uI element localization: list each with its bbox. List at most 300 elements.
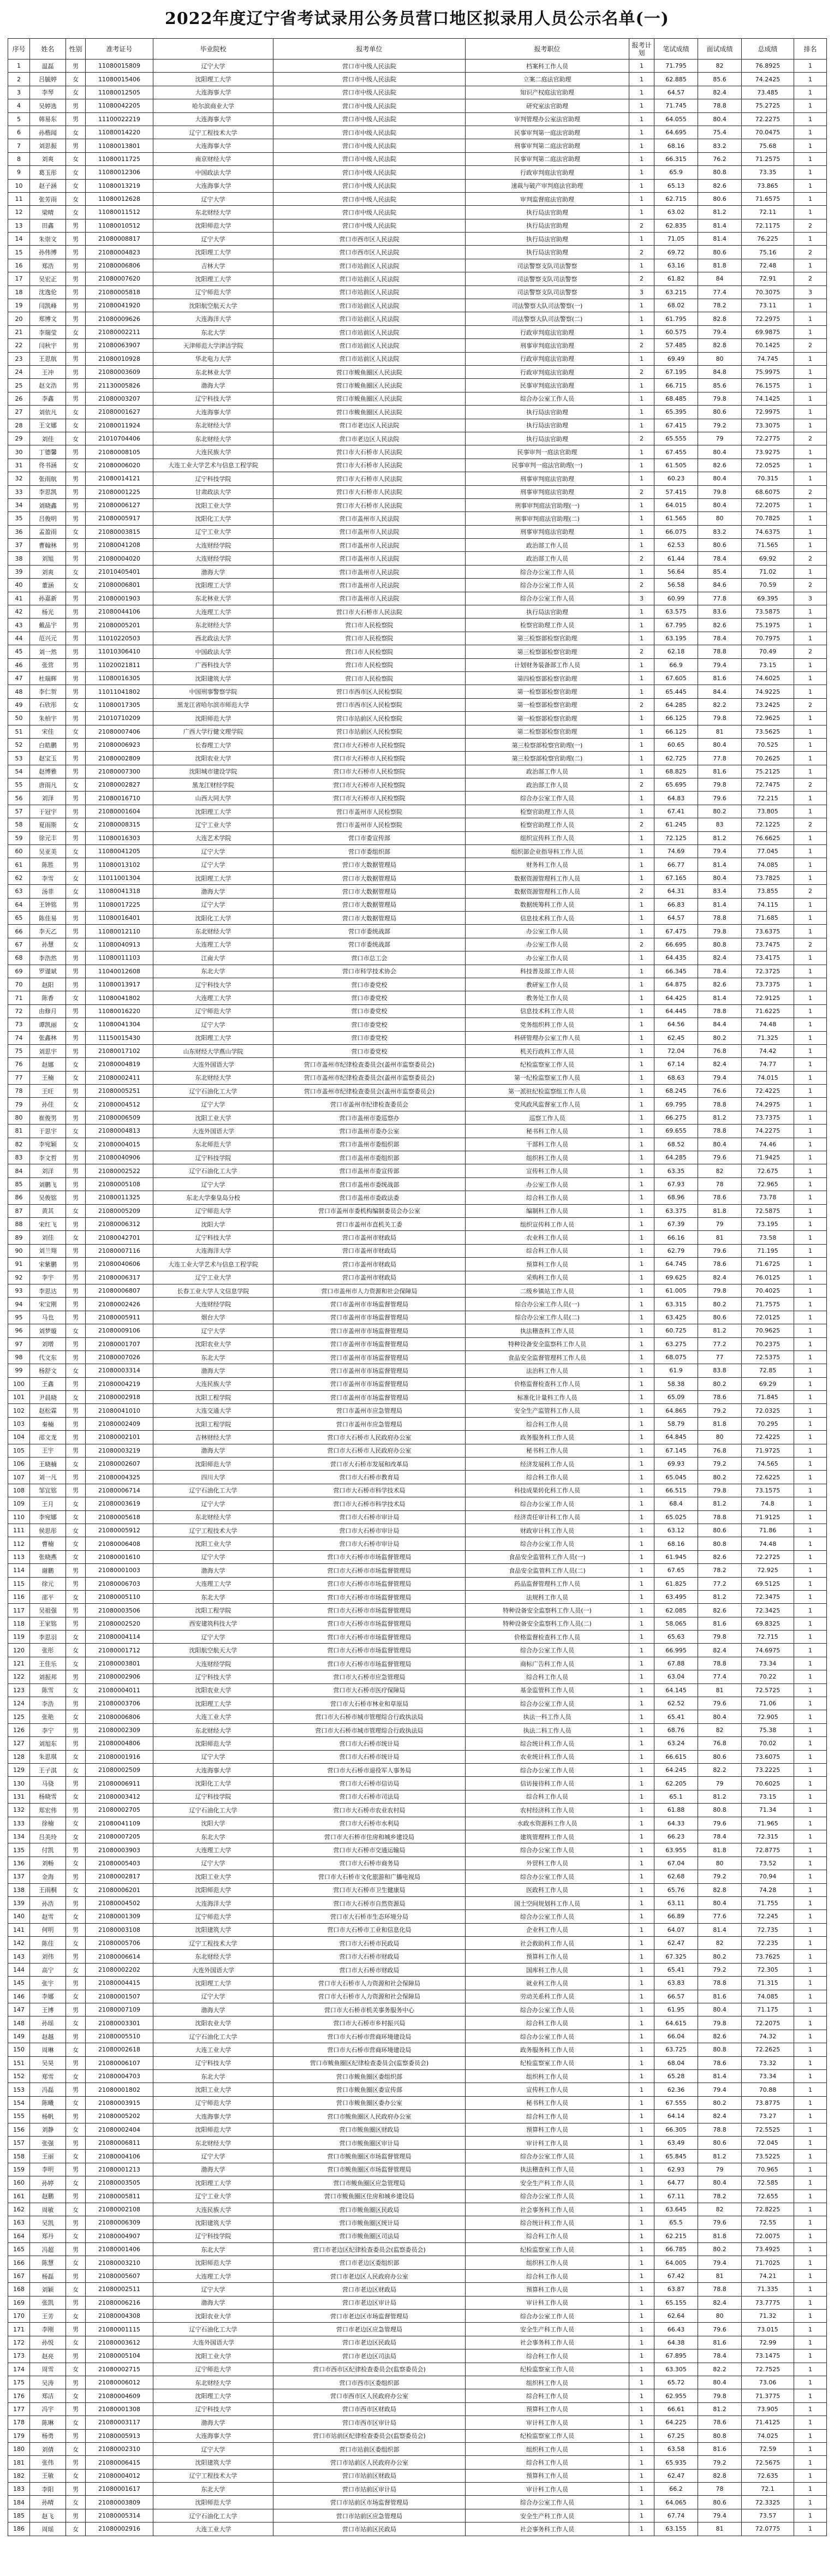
- cell-exam-id: 21080003314: [86, 1364, 153, 1377]
- cell-position: 组织科工作人员: [466, 2069, 629, 2083]
- cell-total-score: 70.295: [742, 1417, 794, 1430]
- cell-gender: 男: [66, 1870, 86, 1883]
- cell-written-score: 66.125: [654, 725, 698, 738]
- cell-employer: 营口市大石桥市人民检察院: [273, 792, 466, 805]
- cell-school: 辽宁大学: [153, 2283, 273, 2296]
- cell-total-score: 72.715: [742, 1631, 794, 1644]
- cell-exam-id: 11080014220: [86, 126, 153, 139]
- cell-written-score: 64.015: [654, 498, 698, 511]
- cell-index: 63: [8, 885, 30, 898]
- cell-written-score: 63.215: [654, 285, 698, 299]
- cell-written-score: 62.725: [654, 752, 698, 765]
- cell-gender: 女: [66, 885, 86, 898]
- cell-rank: 1: [794, 86, 827, 99]
- cell-exam-id: 21080001610: [86, 1550, 153, 1563]
- cell-total-score: 73.8775: [742, 2096, 794, 2109]
- cell-quota: 1: [629, 1697, 654, 1710]
- cell-total-score: 71.195: [742, 1244, 794, 1257]
- cell-exam-id: 21080041208: [86, 539, 153, 552]
- cell-interview-score: 82.6: [698, 1550, 742, 1563]
- cell-employer: 营口市盖州市财政局: [273, 1271, 466, 1284]
- cell-employer: 营口市大石桥市农业农村局: [273, 1804, 466, 1817]
- cell-exam-id: 21130005826: [86, 379, 153, 392]
- cell-exam-id: 21080002715: [86, 2363, 153, 2376]
- cell-total-score: 73.9275: [742, 445, 794, 459]
- cell-exam-id: 21010405401: [86, 565, 153, 578]
- table-row: [8, 272, 827, 285]
- cell-total-score: 74.28: [742, 1883, 794, 1896]
- cell-position: 组织部企业指导科工作人员: [466, 845, 629, 858]
- cell-index: 4: [8, 99, 30, 112]
- table-row: [8, 299, 827, 312]
- cell-rank: 1: [794, 671, 827, 685]
- cell-rank: 1: [794, 1351, 827, 1364]
- cell-written-score: 62.215: [654, 2229, 698, 2242]
- cell-interview-score: 78.8: [698, 645, 742, 658]
- cell-exam-id: 21080005618: [86, 1510, 153, 1524]
- cell-exam-id: 11080012628: [86, 192, 153, 205]
- cell-index: 69: [8, 965, 30, 978]
- cell-school: 大连海事大学: [153, 1764, 273, 1777]
- cell-interview-score: 78.8: [698, 1125, 742, 1138]
- cell-exam-id: 11080011512: [86, 206, 153, 219]
- cell-index: 75: [8, 1044, 30, 1057]
- cell-employer: 营口市大石桥市人民法院: [273, 445, 466, 459]
- cell-employer: 营口市盖州市市场监督管理局: [273, 1298, 466, 1311]
- cell-interview-score: 79.8: [698, 1631, 742, 1644]
- cell-written-score: 65.695: [654, 778, 698, 792]
- cell-name: 陈胜: [30, 858, 66, 871]
- cell-index: 70: [8, 978, 30, 991]
- cell-rank: 1: [794, 445, 827, 459]
- cell-position: 审计科工作人员: [466, 2136, 629, 2149]
- table-row: [8, 459, 827, 472]
- cell-school: 沈阳理工大学: [153, 246, 273, 259]
- cell-gender: 女: [66, 1497, 86, 1510]
- cell-written-score: 67.415: [654, 419, 698, 432]
- cell-employer: 营口市大石桥市林业和草原局: [273, 1697, 466, 1710]
- cell-written-score: 69.625: [654, 1271, 698, 1284]
- cell-quota: 1: [629, 1484, 654, 1497]
- cell-rank: 1: [794, 1804, 827, 1817]
- cell-school: 广西大学行健文理学院: [153, 725, 273, 738]
- cell-position: 综合办公室工作人员: [466, 592, 629, 605]
- cell-exam-id: 21080004609: [86, 2389, 153, 2402]
- cell-exam-id: 21080005108: [86, 1177, 153, 1191]
- cell-written-score: 67.165: [654, 871, 698, 884]
- cell-written-score: 65.76: [654, 1883, 698, 1896]
- cell-index: 88: [8, 1217, 30, 1230]
- cell-rank: 1: [794, 951, 827, 965]
- cell-name: 王家铭: [30, 1617, 66, 1630]
- cell-interview-score: 80.6: [698, 2496, 742, 2509]
- cell-gender: 男: [66, 498, 86, 511]
- cell-written-score: 62.085: [654, 1604, 698, 1617]
- cell-quota: 1: [629, 1444, 654, 1457]
- cell-total-score: 71.6575: [742, 192, 794, 205]
- cell-employer: 营口市老边区审计局: [273, 2296, 466, 2309]
- cell-written-score: 66.695: [654, 938, 698, 951]
- table-row: [8, 2296, 827, 2309]
- cell-position: 预算科工作人员: [466, 2123, 629, 2136]
- cell-school: 大连海事大学: [153, 86, 273, 99]
- cell-written-score: 66.785: [654, 2243, 698, 2256]
- cell-school: 沈阳理工大学: [153, 272, 273, 285]
- cell-written-score: 67.475: [654, 925, 698, 938]
- cell-employer: 营口市大数据管理局: [273, 871, 466, 884]
- cell-written-score: 64.745: [654, 1258, 698, 1271]
- cell-index: 93: [8, 1284, 30, 1297]
- cell-written-score: 68.16: [654, 139, 698, 152]
- cell-quota: 1: [629, 2283, 654, 2296]
- cell-written-score: 65.845: [654, 2150, 698, 2163]
- cell-gender: 女: [66, 406, 86, 419]
- cell-quota: 1: [629, 1111, 654, 1124]
- cell-rank: 1: [794, 2310, 827, 2323]
- cell-position: 经济发展科工作人员: [466, 1457, 629, 1471]
- cell-school: 东北财经大学: [153, 419, 273, 432]
- cell-rank: 1: [794, 2176, 827, 2190]
- cell-rank: 1: [794, 1431, 827, 1444]
- cell-name: 王思航: [30, 352, 66, 365]
- cell-gender: 女: [66, 2123, 86, 2136]
- cell-name: 刘畅: [30, 1857, 66, 1870]
- cell-written-score: 60.23: [654, 472, 698, 485]
- table-row: [8, 1550, 827, 1563]
- cell-position: 安全生产科工作人员: [466, 2323, 629, 2336]
- cell-gender: 男: [66, 1298, 86, 1311]
- table-row: [8, 645, 827, 658]
- cell-exam-id: 21080007300: [86, 765, 153, 778]
- cell-interview-score: 79.2: [698, 1404, 742, 1417]
- cell-employer: 营口市委党校: [273, 1044, 466, 1057]
- cell-written-score: 62.885: [654, 73, 698, 86]
- cell-rank: 2: [794, 552, 827, 565]
- cell-name: 王文娜: [30, 419, 66, 432]
- cell-position: 特种设备安全监察科工作人员(二): [466, 1617, 629, 1630]
- cell-name: 曹楠: [30, 1537, 66, 1550]
- table-row: [8, 912, 827, 925]
- cell-written-score: 65.63: [654, 1631, 698, 1644]
- cell-written-score: 62.715: [654, 192, 698, 205]
- cell-employer: 营口市大石桥市民政局: [273, 1937, 466, 1950]
- cell-rank: 1: [794, 2056, 827, 2069]
- cell-position: 执法稽查科工作人员: [466, 2163, 629, 2176]
- cell-rank: 1: [794, 2243, 827, 2256]
- cell-school: 沈阳师范大学: [153, 1457, 273, 1471]
- cell-index: 126: [8, 1723, 30, 1736]
- cell-gender: 男: [66, 2349, 86, 2363]
- cell-employer: 营口市委统战部: [273, 938, 466, 951]
- cell-rank: 1: [794, 1004, 827, 1018]
- cell-rank: 1: [794, 60, 827, 73]
- cell-school: 沈阳工业大学: [153, 1111, 273, 1124]
- cell-name: 刘洋: [30, 1164, 66, 1177]
- cell-quota: 1: [629, 1537, 654, 1550]
- cell-written-score: 60.65: [654, 738, 698, 751]
- cell-name: 孙瑶: [30, 2016, 66, 2030]
- cell-interview-score: 81.2: [698, 206, 742, 219]
- cell-quota: 1: [629, 2363, 654, 2376]
- cell-position: 第三检察部检察官助理: [466, 645, 629, 658]
- cell-gender: 男: [66, 2323, 86, 2336]
- table-row: [8, 2083, 827, 2096]
- cell-position: 就业科工作人员: [466, 1977, 629, 1990]
- cell-name: 李瑞莹: [30, 325, 66, 338]
- cell-name: 李琴: [30, 86, 66, 99]
- cell-employer: 营口市大石桥市营商环境建设局: [273, 2030, 466, 2043]
- table-row: [8, 485, 827, 498]
- cell-school: 辽宁科技大学: [153, 1670, 273, 1683]
- cell-employer: 营口市站前区民政局: [273, 2523, 466, 2536]
- cell-rank: 1: [794, 2376, 827, 2389]
- cell-quota: 1: [629, 2376, 654, 2389]
- cell-exam-id: 21080006408: [86, 1537, 153, 1550]
- cell-index: 39: [8, 565, 30, 578]
- cell-written-score: 69.93: [654, 1457, 698, 1471]
- cell-quota: 1: [629, 539, 654, 552]
- cell-position: 纪检监察室工作人员: [466, 2243, 629, 2256]
- cell-gender: 男: [66, 712, 86, 725]
- table-row: [8, 472, 827, 485]
- cell-exam-id: 21080003207: [86, 392, 153, 405]
- cell-rank: 1: [794, 419, 827, 432]
- table-row: [8, 166, 827, 179]
- cell-employer: 营口市大石桥市退役军人事务局: [273, 1764, 466, 1777]
- cell-total-score: 73.1575: [742, 1484, 794, 1497]
- cell-quota: 1: [629, 845, 654, 858]
- cell-exam-id: 21080002108: [86, 2203, 153, 2216]
- cell-exam-id: 21080004703: [86, 2069, 153, 2083]
- cell-index: 139: [8, 1896, 30, 1909]
- cell-school: 渤海大学: [153, 885, 273, 898]
- cell-interview-score: 81.6: [698, 1617, 742, 1630]
- cell-employer: 营口市中级人民法院: [273, 206, 466, 219]
- cell-quota: 1: [629, 179, 654, 192]
- cell-exam-id: 21080002101: [86, 1431, 153, 1444]
- cell-position: 社会救助科工作人员: [466, 1937, 629, 1950]
- cell-total-score: 72.2075: [742, 498, 794, 511]
- cell-index: 175: [8, 2376, 30, 2389]
- cell-index: 38: [8, 552, 30, 565]
- cell-interview-score: 79.8: [698, 2016, 742, 2030]
- cell-written-score: 67.93: [654, 1177, 698, 1191]
- cell-interview-score: 76.6: [698, 1085, 742, 1098]
- table-row: [8, 539, 827, 552]
- table-row: [8, 2456, 827, 2469]
- cell-position: 综合办公室工作人员: [466, 2003, 629, 2016]
- table-row: [8, 871, 827, 884]
- cell-gender: 女: [66, 818, 86, 831]
- cell-exam-id: 21080003815: [86, 525, 153, 538]
- cell-rank: 1: [794, 565, 827, 578]
- cell-school: 东北财经大学: [153, 1071, 273, 1084]
- cell-written-score: 65.41: [654, 1710, 698, 1723]
- cell-employer: 营口市老边区市场监督管理局: [273, 2310, 466, 2323]
- cell-employer: 营口市人民检察院: [273, 632, 466, 645]
- cell-quota: 1: [629, 765, 654, 778]
- cell-rank: 1: [794, 1444, 827, 1457]
- cell-exam-id: 21080002906: [86, 1670, 153, 1683]
- cell-total-score: 73.6375: [742, 925, 794, 938]
- cell-name: 孙楷闻: [30, 126, 66, 139]
- table-row: [8, 671, 827, 685]
- cell-employer: 营口市盖州市财政局: [273, 1258, 466, 1271]
- cell-index: 45: [8, 645, 30, 658]
- cell-school: 辽宁石油化工大学: [153, 2323, 273, 2336]
- cell-gender: 男: [66, 951, 86, 965]
- cell-interview-score: 79.6: [698, 2323, 742, 2336]
- cell-school: 大连工业大学: [153, 2523, 273, 2536]
- cell-index: 178: [8, 2416, 30, 2429]
- cell-name: 陈香: [30, 991, 66, 1004]
- cell-gender: 女: [66, 1710, 86, 1723]
- cell-interview-score: 83.2: [698, 139, 742, 152]
- cell-total-score: 74.46: [742, 1138, 794, 1151]
- cell-exam-id: 21080002916: [86, 2523, 153, 2536]
- cell-total-score: 76.0125: [742, 1271, 794, 1284]
- cell-rank: 1: [794, 1910, 827, 1923]
- cell-name: 王楠: [30, 1071, 66, 1084]
- cell-position: 财务科工作人员: [466, 858, 629, 871]
- cell-total-score: 71.6725: [742, 1258, 794, 1271]
- cell-name: 王丽: [30, 2150, 66, 2163]
- cell-interview-score: 80.6: [698, 192, 742, 205]
- cell-rank: 1: [794, 2509, 827, 2522]
- cell-rank: 1: [794, 392, 827, 405]
- cell-interview-score: 79.8: [698, 1284, 742, 1297]
- cell-school: 东北大学: [153, 1830, 273, 1843]
- cell-index: 60: [8, 845, 30, 858]
- cell-written-score: 69.72: [654, 246, 698, 259]
- cell-written-score: 62.52: [654, 1697, 698, 1710]
- cell-gender: 男: [66, 472, 86, 485]
- cell-rank: 1: [794, 1710, 827, 1723]
- cell-written-score: 68.825: [654, 765, 698, 778]
- cell-interview-score: 82.6: [698, 459, 742, 472]
- cell-exam-id: 21080003412: [86, 1790, 153, 1803]
- cell-gender: 女: [66, 1524, 86, 1537]
- cell-school: 东北师范大学: [153, 1138, 273, 1151]
- cell-index: 67: [8, 938, 30, 951]
- cell-position: 组织科工作人员: [466, 1151, 629, 1164]
- cell-interview-score: 82.8: [698, 312, 742, 325]
- cell-index: 65: [8, 912, 30, 925]
- cell-school: 大连海事大学: [153, 2429, 273, 2442]
- cell-written-score: 68.04: [654, 2056, 698, 2069]
- cell-employer: 营口市鲅鱼圈区统计局: [273, 2216, 466, 2229]
- cell-quota: 2: [629, 579, 654, 592]
- cell-gender: 男: [66, 1577, 86, 1590]
- cell-quota: 1: [629, 2336, 654, 2349]
- table-row: [8, 1484, 827, 1497]
- cell-index: 173: [8, 2349, 30, 2363]
- cell-employer: 营口市盖州市人力资源和社会保障局: [273, 1284, 466, 1297]
- header-employer: 报考单位: [273, 39, 466, 60]
- cell-written-score: 65.28: [654, 2069, 698, 2083]
- cell-index: 40: [8, 579, 30, 592]
- cell-employer: 营口市老边区财政局: [273, 2283, 466, 2296]
- cell-school: 大连财经学院: [153, 539, 273, 552]
- cell-interview-score: 81: [698, 725, 742, 738]
- cell-school: 大连海事大学: [153, 406, 273, 419]
- cell-exam-id: 21080005110: [86, 1590, 153, 1603]
- cell-gender: 男: [66, 2269, 86, 2282]
- cell-total-score: 75.2725: [742, 99, 794, 112]
- cell-gender: 女: [66, 938, 86, 951]
- cell-school: 大连海事大学: [153, 112, 273, 126]
- cell-total-score: 71.7025: [742, 2256, 794, 2269]
- cell-interview-score: 79.2: [698, 419, 742, 432]
- cell-index: 94: [8, 1298, 30, 1311]
- cell-name: 杨磊: [30, 2269, 66, 2282]
- cell-gender: 女: [66, 325, 86, 338]
- cell-position: 信息技术科工作人员: [466, 912, 629, 925]
- cell-written-score: 67.42: [654, 2269, 698, 2282]
- cell-index: 101: [8, 1391, 30, 1404]
- cell-school: 沈阳建筑大学: [153, 1923, 273, 1936]
- cell-quota: 1: [629, 2176, 654, 2190]
- cell-rank: 1: [794, 978, 827, 991]
- cell-rank: 1: [794, 166, 827, 179]
- cell-school: 沈阳农业大学: [153, 2016, 273, 2030]
- table-row: [8, 2190, 827, 2203]
- cell-rank: 1: [794, 2523, 827, 2536]
- cell-quota: 1: [629, 805, 654, 818]
- cell-written-score: 63.49: [654, 2136, 698, 2149]
- cell-employer: 营口市人民检察院: [273, 658, 466, 671]
- cell-name: 刘旭东: [30, 1737, 66, 1750]
- cell-gender: 女: [66, 2203, 86, 2216]
- cell-employer: 营口市鲅鱼圈区市场监督管理局: [273, 2150, 466, 2163]
- cell-total-score: 72.0525: [742, 459, 794, 472]
- table-row: [8, 1923, 827, 1936]
- cell-interview-score: 80: [698, 1857, 742, 1870]
- table-row: [8, 1044, 827, 1057]
- cell-written-score: 65.445: [654, 685, 698, 698]
- cell-total-score: 73.805: [742, 805, 794, 818]
- table-row: [8, 2402, 827, 2416]
- cell-interview-score: 82: [698, 2203, 742, 2216]
- cell-name: 李浩然: [30, 951, 66, 965]
- cell-employer: 营口市大石桥市人民法院: [273, 605, 466, 618]
- cell-employer: 营口市鲅鱼圈区委办公室: [273, 2096, 466, 2109]
- cell-total-score: 68.6075: [742, 485, 794, 498]
- cell-interview-score: 79.6: [698, 1151, 742, 1164]
- cell-name: 杨晓雪: [30, 1790, 66, 1803]
- cell-interview-score: 82.4: [698, 1058, 742, 1071]
- cell-gender: 男: [66, 272, 86, 285]
- cell-quota: 1: [629, 126, 654, 139]
- cell-index: 53: [8, 752, 30, 765]
- table-row: [8, 2376, 827, 2389]
- cell-position: 民事审判一庭法官助理: [466, 445, 629, 459]
- cell-employer: 营口市盖州市纪律检查委员会: [273, 1098, 466, 1111]
- cell-gender: 女: [66, 1857, 86, 1870]
- cell-position: 建筑管理科工作人员: [466, 1830, 629, 1843]
- cell-exam-id: 21080002511: [86, 2283, 153, 2296]
- cell-employer: 营口市人民检察院: [273, 645, 466, 658]
- cell-total-score: 72.11: [742, 206, 794, 219]
- cell-employer: 营口市鲅鱼圈区委组织部: [273, 2069, 466, 2083]
- cell-written-score: 69.795: [654, 1098, 698, 1111]
- cell-employer: 营口市盖州市市场监督管理局: [273, 1377, 466, 1390]
- cell-quota: 1: [629, 1031, 654, 1044]
- cell-name: 谭凯丽: [30, 1018, 66, 1031]
- cell-quota: 1: [629, 459, 654, 472]
- cell-gender: 男: [66, 99, 86, 112]
- cell-quota: 1: [629, 2456, 654, 2469]
